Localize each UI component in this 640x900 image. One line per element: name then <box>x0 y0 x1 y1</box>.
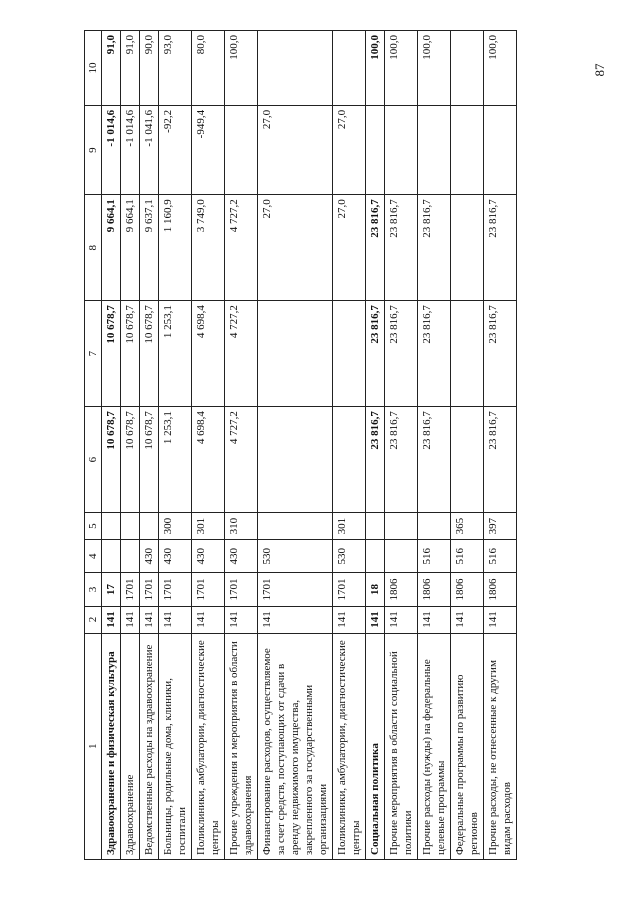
subsection-code-cell: 1701 <box>159 573 192 606</box>
actual-amount-cell: 27,0 <box>258 195 333 301</box>
percent-cell: 93,0 <box>159 31 192 106</box>
row-name-cell: Здравоохранение <box>121 633 140 859</box>
deviation-cell: -1 014,6 <box>102 105 121 194</box>
approved-amount-cell: 23 816,7 <box>366 407 385 513</box>
approved-amount-cell: 4 727,2 <box>225 407 258 513</box>
actual-amount-cell <box>451 195 484 301</box>
column-header: 3 <box>85 573 102 606</box>
table-row <box>102 31 121 860</box>
table-row <box>333 31 366 860</box>
column-header: 9 <box>85 105 102 194</box>
target-code-cell: 516 <box>418 540 451 573</box>
row-name-cell: Ведомственные расходы на здравоохранение <box>140 633 159 859</box>
percent-cell <box>333 31 366 106</box>
table-row <box>366 31 385 860</box>
revised-amount-cell: 1 253,1 <box>159 301 192 407</box>
column-header: 6 <box>85 407 102 513</box>
actual-amount-cell: 23 816,7 <box>366 195 385 301</box>
target-code-cell: 430 <box>225 540 258 573</box>
subsection-code-cell: 1701 <box>333 573 366 606</box>
percent-cell: 91,0 <box>102 31 121 106</box>
target-code-cell: 516 <box>484 540 517 573</box>
actual-amount-cell: 23 816,7 <box>418 195 451 301</box>
revised-amount-cell <box>451 301 484 407</box>
approved-amount-cell: 10 678,7 <box>102 407 121 513</box>
percent-cell <box>451 31 484 106</box>
percent-cell: 100,0 <box>366 31 385 106</box>
expense-type-cell: 365 <box>451 513 484 540</box>
deviation-cell <box>366 105 385 194</box>
header-row <box>85 31 102 860</box>
section-code-cell: 141 <box>451 606 484 633</box>
table-row <box>140 31 159 860</box>
revised-amount-cell: 23 816,7 <box>385 301 418 407</box>
table-row <box>225 31 258 860</box>
row-name-cell: Больницы, родильные дома, клиники, госпитали <box>159 633 192 859</box>
row-name-cell: Федеральные программы по развитию регионов <box>451 633 484 859</box>
expense-type-cell: 310 <box>225 513 258 540</box>
target-code-cell: 430 <box>140 540 159 573</box>
revised-amount-cell: 23 816,7 <box>484 301 517 407</box>
section-code-cell: 141 <box>102 606 121 633</box>
column-header: 5 <box>85 513 102 540</box>
row-name-cell: Поликлиники, амбулатории, диагностические центры <box>333 633 366 859</box>
rotated-table-container <box>84 30 578 860</box>
subsection-code-cell: 1701 <box>258 573 333 606</box>
section-code-cell: 141 <box>385 606 418 633</box>
column-header: 8 <box>85 195 102 301</box>
table-row <box>484 31 517 860</box>
section-code-cell: 141 <box>140 606 159 633</box>
actual-amount-cell: 9 664,1 <box>102 195 121 301</box>
percent-cell: 90,0 <box>140 31 159 106</box>
deviation-cell: 27,0 <box>258 105 333 194</box>
subsection-code-cell: 1806 <box>418 573 451 606</box>
subsection-code-cell: 17 <box>102 573 121 606</box>
actual-amount-cell: 3 749,0 <box>192 195 225 301</box>
row-name-cell: Прочие учреждения и мероприятия в области здравоохранения <box>225 633 258 859</box>
approved-amount-cell: 23 816,7 <box>385 407 418 513</box>
percent-cell: 100,0 <box>484 31 517 106</box>
column-header: 7 <box>85 301 102 407</box>
revised-amount-cell: 23 816,7 <box>366 301 385 407</box>
deviation-cell <box>225 105 258 194</box>
subsection-code-cell: 1806 <box>385 573 418 606</box>
section-code-cell: 141 <box>121 606 140 633</box>
target-code-cell: 516 <box>451 540 484 573</box>
revised-amount-cell <box>333 301 366 407</box>
expense-type-cell <box>102 513 121 540</box>
deviation-cell <box>484 105 517 194</box>
revised-amount-cell: 23 816,7 <box>418 301 451 407</box>
actual-amount-cell: 27,0 <box>333 195 366 301</box>
expense-type-cell: 300 <box>159 513 192 540</box>
percent-cell <box>258 31 333 106</box>
percent-cell: 80,0 <box>192 31 225 106</box>
expense-type-cell <box>140 513 159 540</box>
subsection-code-cell: 1806 <box>484 573 517 606</box>
section-code-cell: 141 <box>366 606 385 633</box>
column-header: 10 <box>85 31 102 106</box>
row-name-cell: Поликлиники, амбулатории, диагностические центры <box>192 633 225 859</box>
subsection-code-cell: 1806 <box>451 573 484 606</box>
section-code-cell: 141 <box>192 606 225 633</box>
deviation-cell: -949,4 <box>192 105 225 194</box>
expense-type-cell <box>258 513 333 540</box>
actual-amount-cell: 23 816,7 <box>484 195 517 301</box>
table-row <box>159 31 192 860</box>
deviation-cell <box>385 105 418 194</box>
target-code-cell <box>121 540 140 573</box>
target-code-cell <box>102 540 121 573</box>
approved-amount-cell: 23 816,7 <box>484 407 517 513</box>
percent-cell: 100,0 <box>385 31 418 106</box>
section-code-cell: 141 <box>333 606 366 633</box>
revised-amount-cell: 10 678,7 <box>102 301 121 407</box>
subsection-code-cell: 1701 <box>225 573 258 606</box>
page-number: 87 <box>592 63 607 77</box>
expense-type-cell <box>385 513 418 540</box>
budget-table <box>84 30 517 860</box>
approved-amount-cell <box>333 407 366 513</box>
actual-amount-cell: 9 664,1 <box>121 195 140 301</box>
percent-cell: 100,0 <box>225 31 258 106</box>
subsection-code-cell: 18 <box>366 573 385 606</box>
table-row <box>418 31 451 860</box>
section-code-cell: 141 <box>484 606 517 633</box>
section-code-cell: 141 <box>159 606 192 633</box>
row-name-cell: Здравоохранение и физическая культура <box>102 633 121 859</box>
percent-cell: 91,0 <box>121 31 140 106</box>
column-header: 4 <box>85 540 102 573</box>
revised-amount-cell: 10 678,7 <box>140 301 159 407</box>
actual-amount-cell: 4 727,2 <box>225 195 258 301</box>
actual-amount-cell: 23 816,7 <box>385 195 418 301</box>
deviation-cell <box>418 105 451 194</box>
table-row <box>121 31 140 860</box>
subsection-code-cell: 1701 <box>121 573 140 606</box>
expense-type-cell: 301 <box>192 513 225 540</box>
expense-type-cell <box>121 513 140 540</box>
target-code-cell <box>385 540 418 573</box>
expense-type-cell <box>418 513 451 540</box>
row-name-cell: Социальная политика <box>366 633 385 859</box>
approved-amount-cell: 10 678,7 <box>121 407 140 513</box>
subsection-code-cell: 1701 <box>140 573 159 606</box>
revised-amount-cell: 4 727,2 <box>225 301 258 407</box>
expense-type-cell <box>366 513 385 540</box>
table-row <box>258 31 333 860</box>
target-code-cell: 430 <box>192 540 225 573</box>
subsection-code-cell: 1701 <box>192 573 225 606</box>
approved-amount-cell: 4 698,4 <box>192 407 225 513</box>
section-code-cell: 141 <box>258 606 333 633</box>
row-name-cell: Прочие расходы, не отнесенные к другим видам расходов <box>484 633 517 859</box>
target-code-cell: 530 <box>333 540 366 573</box>
revised-amount-cell <box>258 301 333 407</box>
approved-amount-cell: 10 678,7 <box>140 407 159 513</box>
deviation-cell: -92,2 <box>159 105 192 194</box>
section-code-cell: 141 <box>225 606 258 633</box>
actual-amount-cell: 9 637,1 <box>140 195 159 301</box>
table-row <box>192 31 225 860</box>
percent-cell: 100,0 <box>418 31 451 106</box>
deviation-cell: 27,0 <box>333 105 366 194</box>
section-code-cell: 141 <box>418 606 451 633</box>
row-name-cell: Прочие мероприятия в области социальной политики <box>385 633 418 859</box>
revised-amount-cell: 10 678,7 <box>121 301 140 407</box>
approved-amount-cell: 23 816,7 <box>418 407 451 513</box>
expense-type-cell: 397 <box>484 513 517 540</box>
target-code-cell: 430 <box>159 540 192 573</box>
deviation-cell: -1 041,6 <box>140 105 159 194</box>
actual-amount-cell: 1 160,9 <box>159 195 192 301</box>
target-code-cell: 530 <box>258 540 333 573</box>
table-row <box>451 31 484 860</box>
approved-amount-cell <box>451 407 484 513</box>
table-row <box>385 31 418 860</box>
deviation-cell <box>451 105 484 194</box>
column-header: 1 <box>85 633 102 859</box>
deviation-cell: -1 014,6 <box>121 105 140 194</box>
revised-amount-cell: 4 698,4 <box>192 301 225 407</box>
column-header: 2 <box>85 606 102 633</box>
approved-amount-cell <box>258 407 333 513</box>
row-name-cell: Прочие расходы (нужды) на федеральные целевые программы <box>418 633 451 859</box>
expense-type-cell: 301 <box>333 513 366 540</box>
row-name-cell: Финансирование расходов, осуществляемое за счет средств, поступающих от сдачи в аренду недвижимого имущества, закрепленного за государственными организациями <box>258 633 333 859</box>
target-code-cell <box>366 540 385 573</box>
approved-amount-cell: 1 253,1 <box>159 407 192 513</box>
